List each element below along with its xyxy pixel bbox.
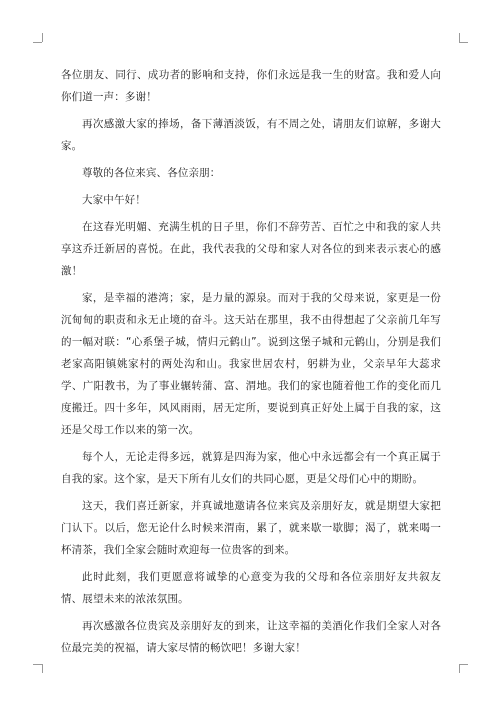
paragraph: 再次感激大家的捧场，备下薄酒淡饭，有不周之处，请朋友们谅解，多谢大家。: [61, 118, 441, 152]
paragraph: 家，是幸福的港湾；家，是力量的源泉。而对于我的父母来说，家更是一份沉甸甸的职责和永无止境的奋斗。这天站在那里，我不由得想起了父亲前几年写的一幅对联：“心系堡子城，情归元鹤山”。说到这堡子城和元鹤山，分别是我们老家高阳镇姚家村的两处沟和山。我家世居农村，躬耕为业，父亲早年大蕊求学、广阳教书，为了事业辗转蒲、富、渭地。我们的家也随着他工作的变化而几度搬迁。四十多年，风风雨雨，居无定所，要说到真正好处上属于自我的家，这还是父母工作以来的第一次。: [61, 292, 441, 436]
paragraph: 此时此刻，我们更愿意将诚挚的心意变为我的父母和各位亲朋好友共叙友情、展望未来的浓浓氛围。: [61, 571, 441, 605]
closing-paragraph: 再次感激各位贵宾及亲朋好友的到来，让这幸福的美酒化作我们全家人对各位最完美的祝福，请大家尽情的畅饮吧！多谢大家！: [61, 620, 441, 654]
document-body: [61, 64, 441, 664]
paragraph: 各位朋友、同行、成功者的影响和支持，你们永远是我一生的财富。我和爱人向你们道一声：多谢！: [61, 69, 441, 103]
paragraph: 每个人，无论走得多远，就算是四海为家，他心中永远都会有一个真正属于自我的家。这个家，是天下所有儿女们的共同心愿，更是父母们心中的期盼。: [61, 451, 441, 485]
salutation: 尊敬的各位来宾、各位亲朋：: [82, 167, 221, 179]
paragraph: 这天，我们喜迁新家，并真诚地邀请各位来宾及亲朋好友，就是期望大家把门认下。以后，您无论什么时候来渭南，累了，就来歇一歇脚；渴了，就来喝一杯清茶，我们全家会随时欢迎每一位贵客的到来。: [61, 500, 441, 556]
paragraph: 在这春光明媚、充满生机的日子里，你们不辞劳苦、百忙之中和我的家人共享这乔迁新居的喜悦。在此，我代表我的父母和家人对各位的到来表示衷心的感激！: [61, 221, 441, 277]
greeting: 大家中午好！: [82, 194, 146, 206]
